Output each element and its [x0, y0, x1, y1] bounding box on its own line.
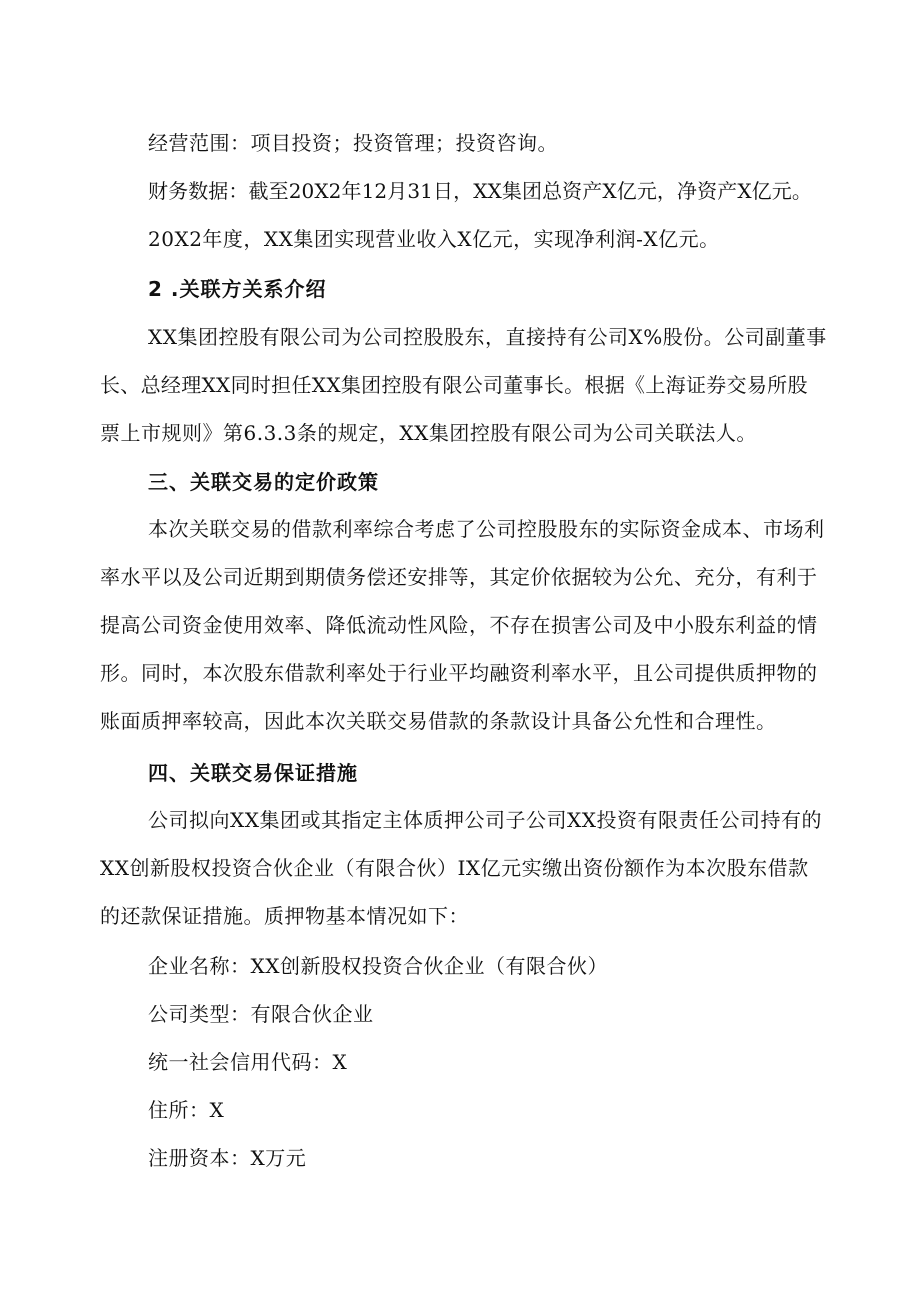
- pledge-company-type: [100, 990, 820, 1038]
- financial-data-line-2: 20X2年度，XX集团实现营业收入X亿元，实现净利润-X亿元。: [148, 227, 720, 251]
- pledge-address-text: 住所：X: [148, 1098, 225, 1122]
- relationship-line-1: XX集团控股有限公司为公司控股股东，直接持有公司X%股份。公司副董事: [148, 325, 827, 349]
- section-2-heading-text: 2 .关联方关系介绍: [148, 277, 327, 301]
- financial-data-paragraph: [100, 167, 820, 263]
- guarantee-paragraph: [100, 796, 820, 940]
- pricing-line-5: 账面质押率较高，因此本次关联交易借款的条款设计具备公允性和合理性。: [100, 709, 777, 733]
- relationship-line-3: 票上市规则》第6.3.3条的规定，XX集团控股有限公司为公司关联法人。: [100, 421, 757, 445]
- relationship-line-2: 长、总经理XX同时担任XX集团控股有限公司董事长。根据《上海证券交易所股: [100, 373, 808, 397]
- pledge-address: [100, 1086, 820, 1134]
- pledge-credit-code: [100, 1038, 820, 1086]
- pledge-enterprise-name: [100, 942, 820, 990]
- pricing-line-1: 本次关联交易的借款利率综合考虑了公司控股股东的实际资金成本、市场利: [148, 517, 825, 541]
- pledge-registered-capital: [100, 1134, 820, 1182]
- section-4-heading: [100, 749, 820, 797]
- guarantee-line-3: 的还款保证措施。质押物基本情况如下：: [100, 904, 469, 928]
- pricing-line-2: 率水平以及公司近期到期债务偿还安排等，其定价依据较为公允、充分，有利于: [100, 565, 818, 589]
- pledge-credit-code-text: 统一社会信用代码：X: [148, 1050, 348, 1074]
- pricing-line-4: 形。同时，本次股东借款利率处于行业平均融资利率水平，且公司提供质押物的: [100, 661, 818, 685]
- pricing-line-3: 提高公司资金使用效率、降低流动性风险，不存在损害公司及中小股东利益的情: [100, 613, 818, 637]
- financial-data-line-1: 财务数据：截至20X2年12月31日，XX集团总资产X亿元，净资产X亿元。: [148, 179, 812, 203]
- section-4-heading-text: 四、关联交易保证措施: [148, 761, 358, 785]
- business-scope: [100, 119, 820, 167]
- guarantee-line-1: 公司拟向XX集团或其指定主体质押公司子公司XX投资有限责任公司持有的: [148, 808, 822, 832]
- pledge-registered-capital-text: 注册资本：X万元: [148, 1146, 307, 1170]
- section-3-heading: [100, 458, 820, 506]
- business-scope-line: 经营范围：项目投资；投资管理；投资咨询。: [148, 131, 558, 155]
- pledge-company-type-text: 公司类型：有限合伙企业: [148, 1002, 374, 1026]
- pledge-enterprise-name-text: 企业名称：XX创新股权投资合伙企业（有限合伙）: [148, 954, 608, 978]
- pricing-paragraph: [100, 505, 825, 745]
- section-3-heading-text: 三、关联交易的定价政策: [148, 470, 379, 494]
- guarantee-line-2: XX创新股权投资合伙企业（有限合伙）IX亿元实缴出资份额作为本次股东借款: [100, 856, 809, 880]
- section-2-heading: [100, 265, 820, 313]
- relationship-paragraph: [100, 313, 827, 457]
